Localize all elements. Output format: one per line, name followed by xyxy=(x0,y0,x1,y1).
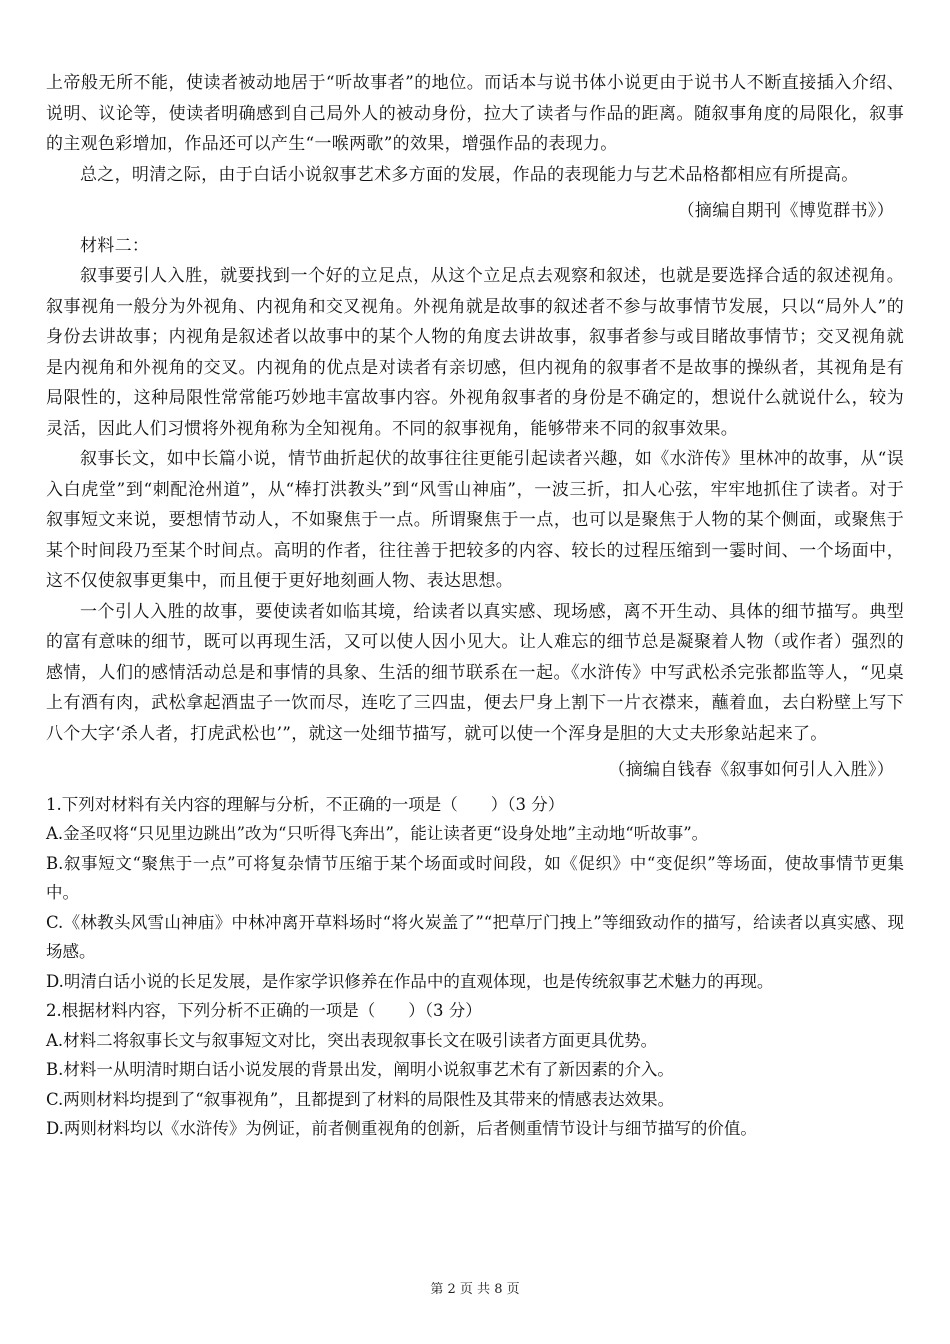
question-1-stem: 1.下列对材料有关内容的理解与分析，不正确的一项是（ ）（3 分） xyxy=(46,794,565,814)
material2-paragraph-2: 叙事长文，如中长篇小说，情节曲折起伏的故事往往更能引起读者兴趣，如《水浒传》里林冲的故事，从“误入白虎堂”到“刺配沧州道”，从“棒打洪教头”到“风雪山神庙”，一波三折，扣人心弦，牢牢地抓住了读者。对于叙事短文来说，要想情节动人，不如聚焦于一点。所谓聚焦于一点，也可以是聚焦于人物的某个侧面，或聚焦于某个时间段乃至某个时间点。高明的作者，往往善于把较多的内容、较长的过程压缩到一霎时间、一个场面中，这不仅使叙事更集中，而且便于更好地刻画人物、表达思想。 xyxy=(46,449,904,591)
question-2-option-a: A.材料二将叙事长文与叙事短文对比，突出表现叙事长文在吸引读者方面更具优势。 xyxy=(46,1030,658,1050)
page-number-footer: 第 2 页 共 8 页 xyxy=(430,1282,520,1297)
material1-paragraph-tail: 上帝般无所不能，使读者被动地居于“听故事者”的地位。而话本与说书体小说更由于说书人不断直接插入介绍、说明、议论等，使读者明确感到自己局外人的被动身份，拉大了读者与作品的距离。随叙事角度的局限化，叙事的主观色彩增加，作品还可以产生“一喉两歌”的效果，增强作品的表现力。 xyxy=(46,73,904,154)
question-1-option-c: C.《林教头风雪山神庙》中林冲离开草料场时“将火炭盖了”“把草厅门拽上”等细致动作的描写，给读者以真实感、现场感。 xyxy=(46,912,904,961)
question-1-option-a: A.金圣叹将“只见里边跳出”改为“只听得飞奔出”，能让读者更“设身处地”主动地“听故事”。 xyxy=(46,824,709,843)
question-2-option-d: D.两则材料均以《水浒传》为例证，前者侧重视角的创新，后者侧重情节设计与细节描写的价值。 xyxy=(46,1119,757,1138)
question-section xyxy=(46,790,904,1144)
question-2-option-b: B.材料一从明清时期白话小说发展的背景出发，阐明小说叙事艺术有了新因素的介入。 xyxy=(46,1060,674,1079)
question-1-option-d: D.明清白话小说的长足发展，是作家学识修养在作品中的直观体现，也是传统叙事艺术魅力的再现。 xyxy=(46,971,774,991)
material1-conclusion: 总之，明清之际，由于白话小说叙事艺术多方面的发展，作品的表现能力与艺术品格都相应有所提高。 xyxy=(80,164,859,185)
material2-heading: 材料二： xyxy=(80,235,150,256)
question-1-option-b: B.叙事短文“聚焦于一点”可将复杂情节压缩于某个场面或时间段，如《促织》中“变促织”等场面，使故事情节更集中。 xyxy=(46,853,904,902)
material1-source: （摘编自期刊《博览群书》） xyxy=(677,201,894,221)
page-content xyxy=(46,68,904,1144)
material2-paragraph-3: 一个引人入胜的故事，要使读者如临其境，给读者以真实感、现场感，离不开生动、具体的细节描写。典型的富有意味的细节，既可以再现生活，又可以使人因小见大。让人难忘的细节总是凝聚着人物（或作者）强烈的感情，人们的感情活动总是和事情的具象、生活的细节联系在一起。《水浒传》中写武松杀完张都监等人，“见桌上有酒有肉，武松拿起酒盅子一饮而尽，连吃了三四盅，便去尸身上割下一片衣襟来，蘸着血，去白粉壁上写下八个大字‘杀人者，打虎武松也’”，就这一处细节描写，就可以使一个浑身是胆的大丈夫形象站起来了。 xyxy=(46,601,904,744)
question-2-stem: 2.根据材料内容，下列分析不正确的一项是（ ）（3 分） xyxy=(46,1001,482,1020)
material2-source: （摘编自钱春《叙事如何引人入胜》） xyxy=(608,760,894,780)
question-2-option-c: C.两则材料均提到了“叙事视角”，且都提到了材料的局限性及其带来的情感表达效果。 xyxy=(46,1089,675,1109)
material2-paragraph-1: 叙事要引人入胜，就要找到一个好的立足点，从这个立足点去观察和叙述，也就是要选择合适的叙述视角。叙事视角一般分为外视角、内视角和交叉视角。外视角就是故事的叙述者不参与故事情节发展，只以“局外人”的身份去讲故事；内视角是叙述者以故事中的某个人物的角度去讲故事，叙事者参与或目睹故事情节；交叉视角就是内视角和外视角的交叉。内视角的优点是对读者有亲切感，但内视角的叙事者不是故事的操纵者，其视角是有局限性的，这种局限性常常能巧妙地丰富故事内容。外视角叙事者的身份是不确定的，想说什么就说什么，较为灵活，因此人们习惯将外视角称为全知视角。不同的叙事视角，能够带来不同的叙事效果。 xyxy=(46,266,904,439)
